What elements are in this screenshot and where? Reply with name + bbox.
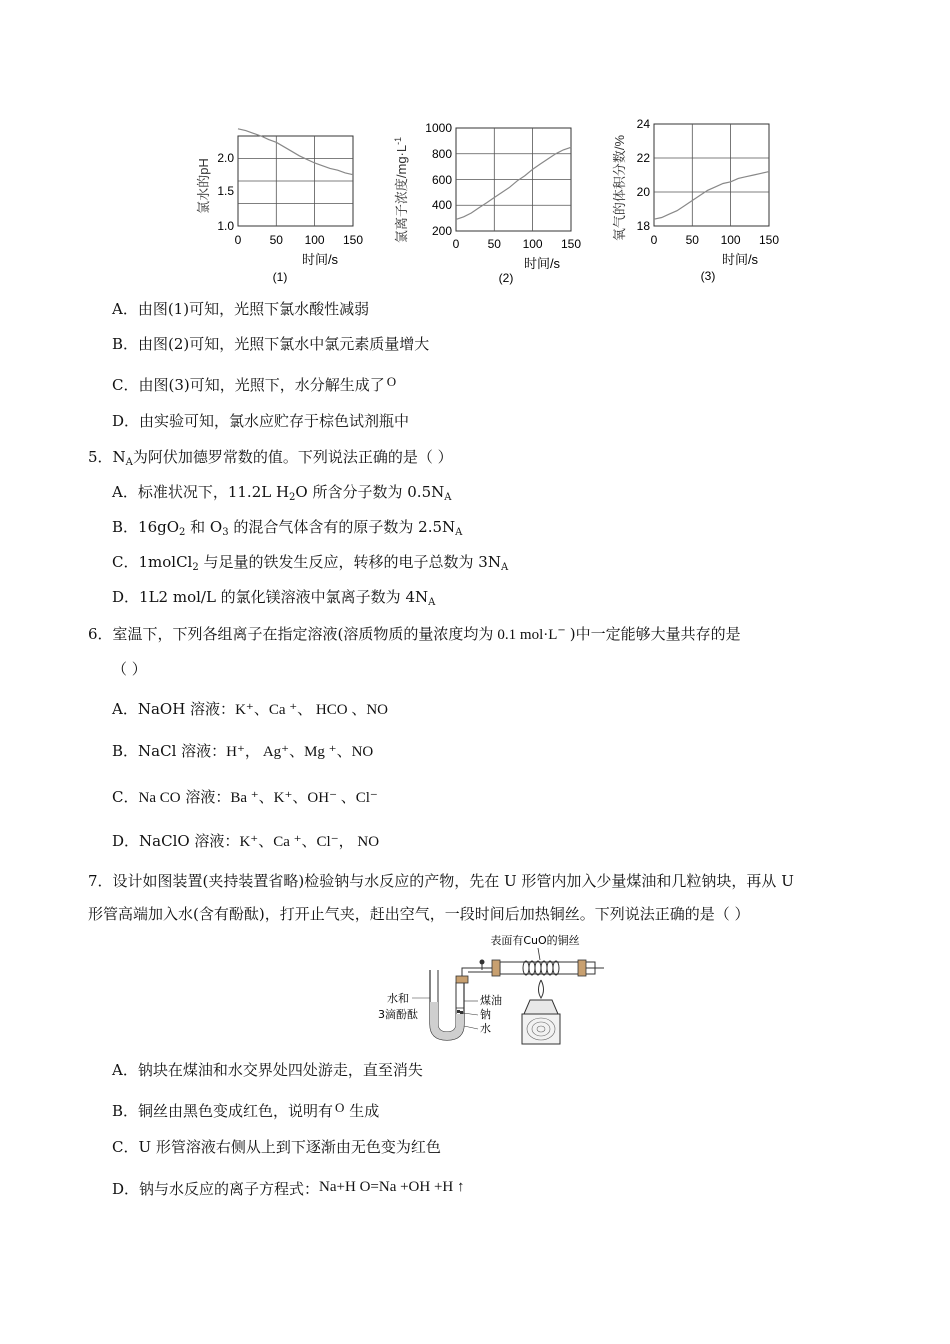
chart3-xtick: 50 xyxy=(685,233,699,247)
q6-stem-end: )中一定能够大量共存的是 xyxy=(569,625,741,643)
chart3-ylabel: 氧气的体积分数/% xyxy=(612,134,627,242)
chart2-xlabel: 时间/s xyxy=(523,256,561,271)
q6-option-a xyxy=(112,698,388,721)
q6-b-ions: H⁺， Ag⁺、Mg ⁺、NO xyxy=(226,744,374,760)
q6-concentration: 0.1 mol·L xyxy=(497,627,558,643)
q5-b-na-sub: A xyxy=(455,527,463,538)
chart2-xtick: 50 xyxy=(487,237,501,251)
water-label: 水 xyxy=(480,1022,491,1035)
q6-d-text: D．NaClO 溶液： xyxy=(112,832,240,850)
apparatus-svg xyxy=(360,932,610,1047)
chart2-xtick: 150 xyxy=(560,237,582,251)
chart3-xlabel: 时间/s xyxy=(721,252,759,267)
chart1-ytick: 1.5 xyxy=(217,184,234,198)
chart2-xtick: 0 xyxy=(452,237,460,251)
chart2-xtick: 100 xyxy=(522,237,543,251)
q5-b-sub1: 2 xyxy=(179,527,186,538)
chart2-ytick: 600 xyxy=(431,173,452,187)
chart-1 xyxy=(196,129,363,284)
q6-number: 6． xyxy=(88,625,113,643)
q4-option-d: D．由实验可知，氯水应贮存于棕色试剂瓶中 xyxy=(112,412,410,430)
q5-stem xyxy=(88,446,453,468)
q6-option-b xyxy=(112,740,373,763)
q7-option-b xyxy=(112,1097,379,1122)
chart-2 xyxy=(393,121,581,285)
chart2-ytick: 800 xyxy=(431,147,452,161)
chart3-xtick: 100 xyxy=(720,233,741,247)
q5-b-text1: B．16gO xyxy=(112,518,180,536)
q4-option-c-formula: O xyxy=(386,374,397,389)
chart2-ylabel-main: 氯离子浓度/mg·L xyxy=(394,144,409,244)
q7-b-formula: O xyxy=(335,1100,345,1115)
q6-stem-text: 室温下，下列各组离子在指定溶液(溶质物质的量浓度均为 xyxy=(112,625,494,643)
q5-c-na-sub: A xyxy=(500,562,509,573)
q5-number: 5． xyxy=(88,448,113,466)
q5-b-text2: 和 O xyxy=(185,518,223,536)
chart3-series-line xyxy=(654,172,769,220)
q7-stem-line1 xyxy=(88,870,794,892)
q5-stem-text: 为阿伏加德罗常数的值。下列说法正确的是（ ） xyxy=(132,448,453,466)
chart1-xtick: 50 xyxy=(269,233,283,247)
q6-option-d xyxy=(112,830,379,853)
q7-d-formula: Na+H O=Na +OH +H ↑ xyxy=(319,1179,465,1195)
q7-d-text: D．钠与水反应的离子方程式： xyxy=(112,1180,320,1198)
q6-c-label: C． xyxy=(112,788,139,806)
chart-3 xyxy=(612,117,779,283)
q5-option-a xyxy=(112,481,451,503)
q6-option-c xyxy=(112,786,378,809)
chart1-xtick: 0 xyxy=(234,233,242,247)
q6-a-text: A．NaOH 溶液： xyxy=(112,700,236,718)
chart3-ytick: 24 xyxy=(636,117,650,131)
q6-b-text: B．NaCl 溶液： xyxy=(112,742,227,760)
q6-c-text: 溶液： xyxy=(180,788,231,806)
q5-option-d xyxy=(112,586,435,608)
q5-c-text1: C．1molCl xyxy=(112,553,193,571)
chart3-xtick: 150 xyxy=(758,233,780,247)
chart2-ytick: 1000 xyxy=(425,121,452,135)
q7-b-text2: 生成 xyxy=(344,1102,380,1120)
chart2-ytick: 400 xyxy=(431,198,452,212)
chart1-xlabel: 时间/s xyxy=(301,252,339,267)
chart3-ytick: 20 xyxy=(636,185,650,199)
q5-na-sub: A xyxy=(125,457,133,468)
q6-stem xyxy=(88,623,741,646)
q5-na: N xyxy=(112,448,126,466)
chart2-caption: (2) xyxy=(498,271,514,285)
charts-figure xyxy=(180,108,800,293)
q5-option-b xyxy=(112,516,462,538)
q6-concentration-sup: − xyxy=(557,625,566,636)
q7-b-text1: B．铜丝由黑色变成红色，说明有 xyxy=(112,1102,334,1120)
q5-option-c xyxy=(112,551,508,573)
q6-paren: （ ） xyxy=(112,660,147,678)
q7-stem-text1: 设计如图装置(夹持装置省略)检验钠与水反应的产物，先在 U 形管内加入少量煤油和几粒钠块，再从 U xyxy=(112,872,794,890)
chart3-xtick: 0 xyxy=(650,233,658,247)
q4-option-b: B．由图(2)可知，光照下氯水中氯元素质量增大 xyxy=(112,335,430,353)
q7-option-a: A．钠块在煤油和水交界处四处游走，直至消失 xyxy=(112,1061,423,1079)
chart2-ylabel-sup: -1 xyxy=(393,136,403,145)
charts-svg xyxy=(180,108,800,293)
chart2-series-line xyxy=(456,147,571,219)
q6-c-ions: Ba ⁺、K⁺、OH⁻ 、Cl⁻ xyxy=(230,790,378,806)
q5-a-text1: A．标准状况下，11.2L H xyxy=(112,483,290,501)
q6-a-ions: K⁺、Ca ⁺、 HCO 、NO xyxy=(235,702,388,718)
q5-a-sub: 2 xyxy=(289,492,296,503)
q5-b-sub2: 3 xyxy=(222,527,229,538)
chart3-ytick: 18 xyxy=(636,219,650,233)
q4-option-c-text: C．由图(3)可知，光照下，水分解生成了 xyxy=(112,376,385,394)
water-phenolphthalein-label2: 3滴酚酞 xyxy=(378,1008,418,1021)
water-phenolphthalein-label1: 水和 xyxy=(387,992,409,1005)
chart1-caption: (1) xyxy=(272,270,288,284)
q7-stem-line2: 形管高端加入水(含有酚酞)，打开止气夹，赶出空气，一段时间后加热铜丝。下列说法正确的是（ ） xyxy=(88,905,750,923)
q5-c-text2: 与足量的铁发生反应，转移的电子总数为 3N xyxy=(198,553,501,571)
apparatus-figure xyxy=(360,932,610,1047)
copper-wire-label: 表面有CuO的铜丝 xyxy=(490,934,580,947)
q5-d-na-sub: A xyxy=(428,597,436,608)
chart1-ytick: 1.0 xyxy=(217,219,234,233)
sodium-label: 钠 xyxy=(480,1008,491,1021)
q5-a-text2: O 所含分子数为 0.5N xyxy=(295,483,445,501)
q5-a-na-sub: A xyxy=(444,492,452,503)
q6-d-ions: K⁺、Ca ⁺、Cl⁻， NO xyxy=(239,834,380,850)
q7-option-c: C．U 形管溶液右侧从上到下逐渐由无色变为红色 xyxy=(112,1138,441,1156)
chart2-ylabel xyxy=(393,137,409,243)
chart1-ytick: 2.0 xyxy=(217,151,234,165)
q7-option-d xyxy=(112,1176,465,1200)
q7-number: 7． xyxy=(88,872,113,890)
chart1-xtick: 150 xyxy=(342,233,364,247)
q5-c-sub: 2 xyxy=(192,562,199,573)
q4-option-a: A．由图(1)可知，光照下氯水酸性减弱 xyxy=(112,300,370,318)
chart3-ytick: 22 xyxy=(636,151,650,165)
chart3-caption: (3) xyxy=(700,269,716,283)
q6-c-formula: Na CO xyxy=(138,790,181,806)
chart1-ylabel: 氯水的pH xyxy=(196,158,211,214)
q5-d-text: D．1L2 mol/L 的氯化镁溶液中氯离子数为 4N xyxy=(112,588,429,606)
chart2-ytick: 200 xyxy=(431,224,452,238)
chart1-xtick: 100 xyxy=(304,233,325,247)
q4-option-c xyxy=(112,371,396,396)
kerosene-label: 煤油 xyxy=(480,994,502,1007)
q5-b-text3: 的混合气体含有的原子数为 2.5N xyxy=(228,518,456,536)
